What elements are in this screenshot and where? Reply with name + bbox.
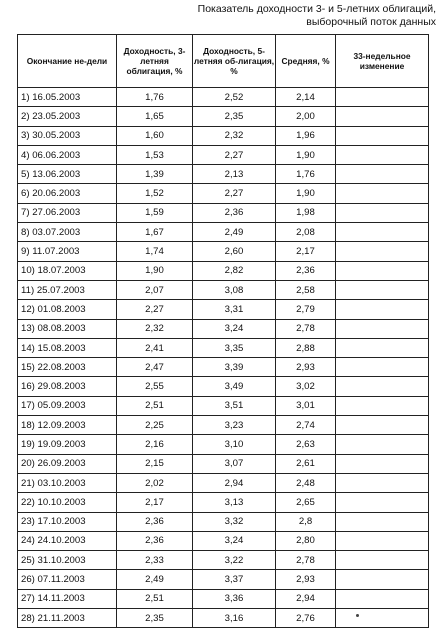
- cell-week-end: 26) 07.11.2003: [18, 570, 117, 589]
- cell-average: 2,79: [276, 300, 336, 319]
- cell-week-end: 22) 10.10.2003: [18, 493, 117, 512]
- table-row: [18, 300, 429, 319]
- cell-33week-change: [336, 493, 429, 512]
- cell-5yr-yield: 2,49: [193, 223, 276, 242]
- page-speck: [356, 614, 359, 617]
- cell-3yr-yield: 2,07: [117, 280, 193, 299]
- cell-3yr-yield: 1,65: [117, 107, 193, 126]
- cell-average: 2,8: [276, 512, 336, 531]
- cell-33week-change: [336, 338, 429, 357]
- table-row: [18, 280, 429, 299]
- cell-33week-change: [336, 454, 429, 473]
- cell-3yr-yield: 2,16: [117, 435, 193, 454]
- table-row: [18, 570, 429, 589]
- cell-average: 3,02: [276, 377, 336, 396]
- cell-average: 2,08: [276, 223, 336, 242]
- table-body: [18, 88, 429, 628]
- cell-3yr-yield: 2,47: [117, 358, 193, 377]
- table-caption: [136, 3, 436, 29]
- cell-5yr-yield: 3,24: [193, 531, 276, 550]
- cell-week-end: 10) 18.07.2003: [18, 261, 117, 280]
- table-row: [18, 145, 429, 164]
- header-average: Средняя, %: [276, 35, 336, 88]
- cell-5yr-yield: 2,35: [193, 107, 276, 126]
- cell-5yr-yield: 2,94: [193, 473, 276, 492]
- cell-3yr-yield: 1,76: [117, 88, 193, 107]
- cell-33week-change: [336, 145, 429, 164]
- cell-3yr-yield: 1,74: [117, 242, 193, 261]
- cell-5yr-yield: 3,37: [193, 570, 276, 589]
- cell-average: 1,90: [276, 184, 336, 203]
- cell-33week-change: [336, 223, 429, 242]
- cell-3yr-yield: 2,25: [117, 416, 193, 435]
- cell-5yr-yield: 3,23: [193, 416, 276, 435]
- cell-average: 2,58: [276, 280, 336, 299]
- cell-week-end: 5) 13.06.2003: [18, 165, 117, 184]
- cell-week-end: 2) 23.05.2003: [18, 107, 117, 126]
- cell-3yr-yield: 2,02: [117, 473, 193, 492]
- cell-33week-change: [336, 165, 429, 184]
- cell-average: 1,96: [276, 126, 336, 145]
- cell-average: 2,78: [276, 319, 336, 338]
- caption-line-1: Показатель доходности 3- и 5-летних облигаций,: [197, 3, 436, 15]
- cell-33week-change: [336, 416, 429, 435]
- cell-week-end: 1) 16.05.2003: [18, 88, 117, 107]
- table-row: [18, 203, 429, 222]
- table-row: [18, 261, 429, 280]
- cell-33week-change: [336, 512, 429, 531]
- table-row: [18, 319, 429, 338]
- cell-average: 2,94: [276, 589, 336, 608]
- cell-5yr-yield: 3,51: [193, 396, 276, 415]
- cell-average: 2,65: [276, 493, 336, 512]
- cell-5yr-yield: 2,52: [193, 88, 276, 107]
- cell-3yr-yield: 2,51: [117, 396, 193, 415]
- cell-average: 2,63: [276, 435, 336, 454]
- cell-week-end: 14) 15.08.2003: [18, 338, 117, 357]
- cell-33week-change: [336, 126, 429, 145]
- table-row: [18, 338, 429, 357]
- cell-week-end: 6) 20.06.2003: [18, 184, 117, 203]
- cell-5yr-yield: 3,35: [193, 338, 276, 357]
- cell-week-end: 11) 25.07.2003: [18, 280, 117, 299]
- cell-week-end: 7) 27.06.2003: [18, 203, 117, 222]
- cell-33week-change: [336, 319, 429, 338]
- table-row: [18, 88, 429, 107]
- cell-3yr-yield: 1,52: [117, 184, 193, 203]
- cell-3yr-yield: 1,59: [117, 203, 193, 222]
- table-row: [18, 416, 429, 435]
- table-row: [18, 184, 429, 203]
- cell-5yr-yield: 2,36: [193, 203, 276, 222]
- cell-33week-change: [336, 280, 429, 299]
- cell-average: 2,88: [276, 338, 336, 357]
- cell-33week-change: [336, 358, 429, 377]
- header-3yr-yield: Доходность, 3-летняя облигация, %: [117, 35, 193, 88]
- table-row: [18, 551, 429, 570]
- cell-5yr-yield: 3,13: [193, 493, 276, 512]
- cell-33week-change: [336, 300, 429, 319]
- cell-5yr-yield: 2,32: [193, 126, 276, 145]
- table-row: [18, 454, 429, 473]
- cell-week-end: 25) 31.10.2003: [18, 551, 117, 570]
- cell-5yr-yield: 3,24: [193, 319, 276, 338]
- cell-33week-change: [336, 609, 429, 628]
- cell-5yr-yield: 3,49: [193, 377, 276, 396]
- cell-3yr-yield: 2,17: [117, 493, 193, 512]
- table-row: [18, 609, 429, 628]
- cell-3yr-yield: 1,60: [117, 126, 193, 145]
- cell-week-end: 27) 14.11.2003: [18, 589, 117, 608]
- cell-3yr-yield: 2,36: [117, 531, 193, 550]
- table-row: [18, 107, 429, 126]
- cell-3yr-yield: 2,33: [117, 551, 193, 570]
- cell-33week-change: [336, 184, 429, 203]
- cell-average: 2,00: [276, 107, 336, 126]
- table-row: [18, 512, 429, 531]
- cell-33week-change: [336, 396, 429, 415]
- cell-33week-change: [336, 589, 429, 608]
- bond-yield-table: [17, 34, 429, 628]
- cell-33week-change: [336, 242, 429, 261]
- cell-week-end: 17) 05.09.2003: [18, 396, 117, 415]
- cell-average: 2,14: [276, 88, 336, 107]
- cell-5yr-yield: 3,39: [193, 358, 276, 377]
- table-row: [18, 473, 429, 492]
- cell-3yr-yield: 2,27: [117, 300, 193, 319]
- cell-3yr-yield: 1,39: [117, 165, 193, 184]
- cell-5yr-yield: 3,10: [193, 435, 276, 454]
- cell-average: 2,17: [276, 242, 336, 261]
- cell-week-end: 21) 03.10.2003: [18, 473, 117, 492]
- cell-average: 1,98: [276, 203, 336, 222]
- cell-3yr-yield: 2,35: [117, 609, 193, 628]
- cell-average: 2,48: [276, 473, 336, 492]
- cell-week-end: 9) 11.07.2003: [18, 242, 117, 261]
- cell-average: 1,90: [276, 145, 336, 164]
- cell-week-end: 20) 26.09.2003: [18, 454, 117, 473]
- cell-average: 1,76: [276, 165, 336, 184]
- table-row: [18, 589, 429, 608]
- cell-3yr-yield: 2,55: [117, 377, 193, 396]
- cell-average: 2,76: [276, 609, 336, 628]
- cell-33week-change: [336, 203, 429, 222]
- cell-week-end: 4) 06.06.2003: [18, 145, 117, 164]
- cell-average: 2,61: [276, 454, 336, 473]
- cell-week-end: 3) 30.05.2003: [18, 126, 117, 145]
- cell-3yr-yield: 2,36: [117, 512, 193, 531]
- cell-33week-change: [336, 261, 429, 280]
- cell-3yr-yield: 1,67: [117, 223, 193, 242]
- cell-average: 3,01: [276, 396, 336, 415]
- header-week-end: Окончание не-дели: [18, 35, 117, 88]
- cell-33week-change: [336, 473, 429, 492]
- cell-average: 2,93: [276, 570, 336, 589]
- caption-line-2: выборочный поток данных: [306, 16, 436, 28]
- cell-3yr-yield: 2,32: [117, 319, 193, 338]
- cell-33week-change: [336, 435, 429, 454]
- cell-33week-change: [336, 88, 429, 107]
- cell-average: 2,93: [276, 358, 336, 377]
- cell-week-end: 18) 12.09.2003: [18, 416, 117, 435]
- cell-5yr-yield: 3,22: [193, 551, 276, 570]
- cell-average: 2,78: [276, 551, 336, 570]
- cell-33week-change: [336, 551, 429, 570]
- cell-week-end: 15) 22.08.2003: [18, 358, 117, 377]
- cell-week-end: 24) 24.10.2003: [18, 531, 117, 550]
- cell-33week-change: [336, 377, 429, 396]
- cell-average: 2,36: [276, 261, 336, 280]
- cell-3yr-yield: 2,49: [117, 570, 193, 589]
- table-row: [18, 377, 429, 396]
- cell-average: 2,80: [276, 531, 336, 550]
- cell-average: 2,74: [276, 416, 336, 435]
- cell-5yr-yield: 3,08: [193, 280, 276, 299]
- cell-5yr-yield: 3,07: [193, 454, 276, 473]
- table-row: [18, 242, 429, 261]
- cell-5yr-yield: 2,27: [193, 145, 276, 164]
- cell-week-end: 13) 08.08.2003: [18, 319, 117, 338]
- cell-week-end: 19) 19.09.2003: [18, 435, 117, 454]
- cell-5yr-yield: 3,31: [193, 300, 276, 319]
- header-33week-change: 33-недельное изменение: [336, 35, 429, 88]
- cell-33week-change: [336, 570, 429, 589]
- table-row: [18, 126, 429, 145]
- cell-week-end: 23) 17.10.2003: [18, 512, 117, 531]
- cell-week-end: 8) 03.07.2003: [18, 223, 117, 242]
- table-row: [18, 531, 429, 550]
- cell-33week-change: [336, 107, 429, 126]
- cell-5yr-yield: 3,16: [193, 609, 276, 628]
- table-row: [18, 396, 429, 415]
- cell-3yr-yield: 2,15: [117, 454, 193, 473]
- cell-33week-change: [336, 531, 429, 550]
- table-header-row: [18, 35, 429, 88]
- cell-3yr-yield: 2,41: [117, 338, 193, 357]
- header-5yr-yield: Доходность, 5-летняя об-лигация, %: [193, 35, 276, 88]
- table-row: [18, 223, 429, 242]
- cell-3yr-yield: 1,90: [117, 261, 193, 280]
- cell-week-end: 12) 01.08.2003: [18, 300, 117, 319]
- table-row: [18, 358, 429, 377]
- cell-week-end: 16) 29.08.2003: [18, 377, 117, 396]
- cell-week-end: 28) 21.11.2003: [18, 609, 117, 628]
- cell-5yr-yield: 3,32: [193, 512, 276, 531]
- cell-3yr-yield: 1,53: [117, 145, 193, 164]
- table-row: [18, 493, 429, 512]
- cell-5yr-yield: 2,60: [193, 242, 276, 261]
- table-row: [18, 165, 429, 184]
- cell-5yr-yield: 2,13: [193, 165, 276, 184]
- table-row: [18, 435, 429, 454]
- cell-5yr-yield: 3,36: [193, 589, 276, 608]
- cell-3yr-yield: 2,51: [117, 589, 193, 608]
- cell-5yr-yield: 2,27: [193, 184, 276, 203]
- cell-5yr-yield: 2,82: [193, 261, 276, 280]
